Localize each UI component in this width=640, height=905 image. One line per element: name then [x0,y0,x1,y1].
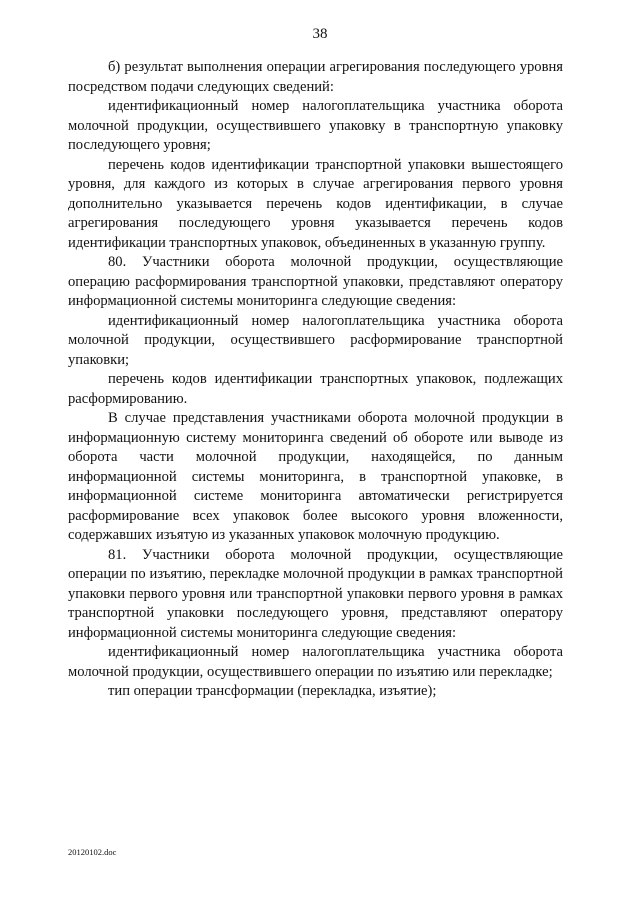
page-number: 38 [312,26,328,42]
paragraph-clause-80: 80. Участники оборота молочной продукции, осуществляющие операцию расформирования транспортной упаковки, представляют оператору информационной системы мониторинга следующие сведения: [68,254,563,309]
paragraph-transformation-type: тип операции трансформации (перекладка, изъятие); [108,683,437,699]
footer-filename: 20120102.doc [68,847,117,857]
paragraph-aggregation-result: б) результат выполнения операции агрегирования последующего уровня посредством подачи следующих сведений: [68,59,563,95]
paragraph-codes-list: перечень кодов идентификации транспортной упаковки вышестоящего уровня, для каждого из которых в случае агрегирования первого уровня дополнительно указывается перечень кодов идентификации, в случае агрегирования последующего уровня указывается перечень кодов идентификации транспортных упаковок, объединенных в указанную группу. [68,156,563,251]
paragraph-clause-81: 81. Участники оборота молочной продукции, осуществляющие операции по изъятию, перекладке молочной продукции в рамках транспортной упаковки первого уровня или транспортной упаковки первого уровня в рамках транспортной упаковки последующего уровня, представляют оператору информационной системы мониторинга следующие сведения: [68,546,563,641]
paragraph-auto-unpacking: В случае представления участниками оборота молочной продукции в информационную систему мониторинга сведений об обороте или выводе из оборота части молочной продукции, находящейся, по данным информационной системы мониторинга, в транспортной упаковке, в информационной системе мониторинга автоматически регистрируется расформирование всех упаковок более высокого уровня вложенности, содержавших изъятую из указанных упаковок молочную продукцию. [68,410,563,543]
paragraph-inn-withdrawal: идентификационный номер налогоплательщика участника оборота молочной продукции, осуществившего операции по изъятию или перекладке; [68,644,563,680]
document-body [68,58,563,702]
paragraph-inn-packaging: идентификационный номер налогоплательщика участника оборота молочной продукции, осуществившего упаковку в транспортную упаковку последующего уровня; [68,98,563,153]
paragraph-inn-unpacking: идентификационный номер налогоплательщика участника оборота молочной продукции, осуществившего расформирование транспортной упаковки; [68,312,563,368]
paragraph-codes-unpacking: перечень кодов идентификации транспортных упаковок, подлежащих расформированию. [68,371,563,407]
